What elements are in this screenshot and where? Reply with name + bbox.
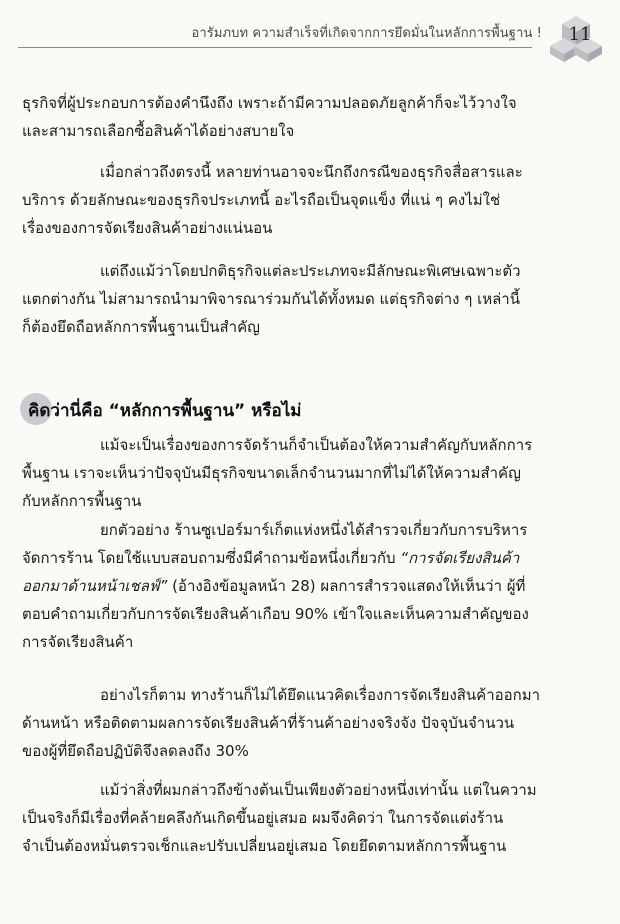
paragraph-6 [22, 681, 594, 765]
paragraph-line [22, 544, 594, 572]
paragraph-3 [22, 257, 594, 341]
paragraph-line: เมื่อกล่าวถึงตรงนี้ หลายท่านอาจจะนึกถึงกรณีของธุรกิจสื่อสารและ [100, 163, 523, 181]
paragraph-line: บริการ ด้วยลักษณะของธุรกิจประเภทนี้ อะไรถือเป็นจุดแข็ง ที่แน่ ๆ คงไม่ใช่ [22, 191, 501, 209]
quoted-phrase: “การจัดเรียงสินค้า [400, 549, 520, 567]
paragraph-line: จำเป็นต้องหมั่นตรวจเช็กและปรับเปลี่ยนอยู่เสมอ โดยยึดตามหลักการพื้นฐาน [22, 837, 507, 855]
paragraph-line: แต่ถึงแม้ว่าโดยปกติธุรกิจแต่ละประเภทจะมีลักษณะพิเศษเฉพาะตัว [100, 262, 521, 280]
paragraph-line: เรื่องของการจัดเรียงสินค้าอย่างแน่นอน [22, 219, 273, 237]
paragraph-line: อย่างไรก็ตาม ทางร้านก็ไม่ได้ยึดแนวคิดเรื่องการจัดเรียงสินค้าออกมา [100, 686, 541, 704]
paragraph-line: และสามารถเลือกซื้อสินค้าได้อย่างสบายใจ [22, 122, 295, 140]
paragraph-5 [22, 516, 594, 656]
paragraph-line: พื้นฐาน เราจะเห็นว่าปัจจุบันมีธุรกิจขนาดเล็กจำนวนมากที่ไม่ได้ให้ความสำคัญ [22, 464, 521, 482]
paragraph-line: แม้ว่าสิ่งที่ผมกล่าวถึงข้างต้นเป็นเพียงตัวอย่างหนึ่งเท่านั้น แต่ในความ [100, 781, 537, 799]
paragraph-line: กับหลักการพื้นฐาน [22, 492, 142, 510]
section-heading [20, 393, 440, 425]
paragraph-line: ของผู้ที่ยึดถือปฏิบัติจึงลดลงถึง 30% [22, 742, 249, 760]
paragraph-line: แม้จะเป็นเรื่องของการจัดร้านก็จำเป็นต้องให้ความสำคัญกับหลักการ [100, 436, 533, 454]
paragraph-line: ธุรกิจที่ผู้ประกอบการต้องคำนึงถึง เพราะถ้ามีความปลอดภัยลูกค้าก็จะไว้วางใจ [22, 94, 517, 112]
paragraph-2 [22, 158, 594, 242]
page-number: 11 [568, 24, 592, 45]
paragraph-line: การจัดเรียงสินค้า [22, 633, 134, 651]
section-title: คิดว่านี่คือ “หลักการพื้นฐาน” หรือไม่ [28, 401, 302, 421]
quoted-phrase: ออกมาด้านหน้าเชลฟ์” [22, 577, 168, 595]
paragraph-4 [22, 431, 594, 515]
paragraph-line: ยกตัวอย่าง ร้านซูเปอร์มาร์เก็ตแห่งหนึ่งได้สำรวจเกี่ยวกับการบริหาร [100, 521, 528, 539]
paragraph-line: ตอบคำถามเกี่ยวกับการจัดเรียงสินค้าเกือบ 90% เข้าใจและเห็นความสำคัญของ [22, 605, 529, 623]
running-header-title: อารัมภบท ความสำเร็จที่เกิดจากการยึดมั่นในหลักการพื้นฐาน ! [191, 26, 542, 41]
paragraph-7 [22, 776, 594, 860]
paragraph-text: (อ้างอิงข้อมูลหน้า 28) ผลการสำรวจแสดงให้เห็นว่า ผู้ที่ [172, 577, 526, 595]
paragraph-line [22, 572, 594, 600]
paragraph-line: แตกต่างกัน ไม่สามารถนำมาพิจารณาร่วมกันได้ทั้งหมด แต่ธุรกิจต่าง ๆ เหล่านี้ [22, 290, 520, 308]
paragraph-line: ด้านหน้า หรือติดตามผลการจัดเรียงสินค้าที่ร้านค้าอย่างจริงจัง ปัจจุบันจำนวน [22, 714, 515, 732]
paragraph-line: เป็นจริงก็มีเรื่องที่คล้ายคลึงกันเกิดขึ้นอยู่เสมอ ผมจึงคิดว่า ในการจัดแต่งร้าน [22, 809, 504, 827]
paragraph-1 [22, 89, 594, 145]
paragraph-text: จัดการร้าน โดยใช้แบบสอบถามซึ่งมีคำถามข้อหนึ่งเกี่ยวกับ [22, 549, 396, 567]
paragraph-line: ก็ต้องยึดถือหลักการพื้นฐานเป็นสำคัญ [22, 318, 260, 336]
